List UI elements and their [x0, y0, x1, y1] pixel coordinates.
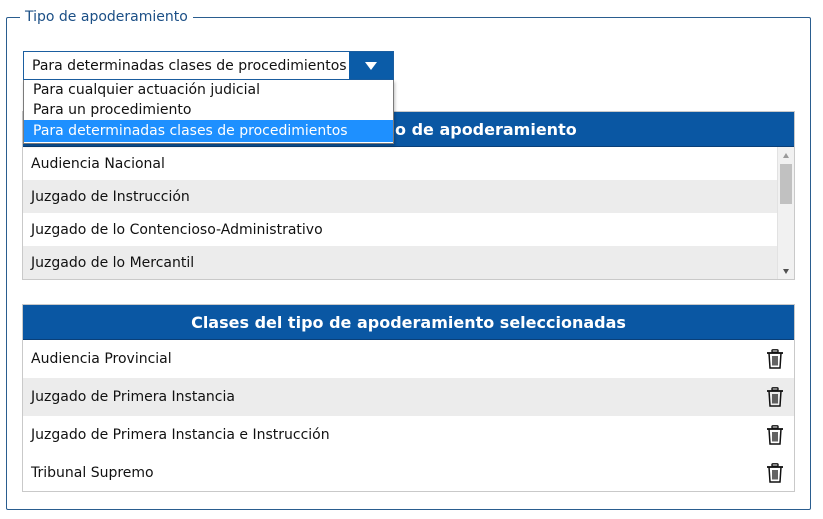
available-classes-header: o de apoderamiento	[23, 112, 794, 147]
chevron-down-icon	[365, 62, 377, 70]
trash-icon[interactable]	[766, 425, 784, 445]
select-option[interactable]: Para cualquier actuación judicial	[33, 82, 260, 98]
trash-icon[interactable]	[766, 463, 784, 483]
selected-class-label: Audiencia Provincial	[31, 351, 172, 367]
trash-icon[interactable]	[766, 349, 784, 369]
table-row	[23, 340, 794, 378]
list-item[interactable]: Audiencia Nacional	[31, 155, 165, 172]
list-scrollbar[interactable]	[777, 147, 794, 279]
table-row	[23, 454, 794, 492]
selected-classes-header: Clases del tipo de apoderamiento seleccionadas	[23, 305, 794, 340]
selected-class-label: Tribunal Supremo	[31, 465, 154, 481]
select-toggle-button[interactable]	[349, 52, 393, 79]
list-item[interactable]: Juzgado de Instrucción	[23, 180, 779, 213]
arrow-up-icon	[783, 153, 789, 158]
scroll-down-button[interactable]	[778, 263, 794, 279]
fieldset-legend: Tipo de apoderamiento	[20, 8, 193, 26]
selected-classes-panel	[22, 304, 795, 492]
select-option[interactable]: Para un procedimiento	[33, 102, 192, 118]
trash-icon[interactable]	[766, 387, 784, 407]
table-row	[23, 416, 794, 454]
list-item[interactable]: Juzgado de lo Contencioso-Administrativo	[31, 221, 323, 238]
tipo-apoderamiento-select[interactable]	[23, 51, 394, 80]
select-dropdown-list	[23, 80, 394, 144]
select-current-value: Para determinadas clases de procedimientos	[32, 57, 347, 74]
table-row	[23, 378, 794, 416]
list-item[interactable]: Juzgado de lo Mercantil	[23, 246, 779, 279]
available-classes-list	[23, 147, 794, 279]
arrow-down-icon	[783, 269, 789, 274]
select-option-selected[interactable]: Para determinadas clases de procedimientos	[24, 120, 393, 142]
scrollbar-thumb[interactable]	[780, 164, 792, 204]
selected-class-label: Juzgado de Primera Instancia e Instrucción	[31, 427, 330, 443]
selected-class-label: Juzgado de Primera Instancia	[31, 389, 235, 405]
scroll-up-button[interactable]	[778, 147, 794, 163]
